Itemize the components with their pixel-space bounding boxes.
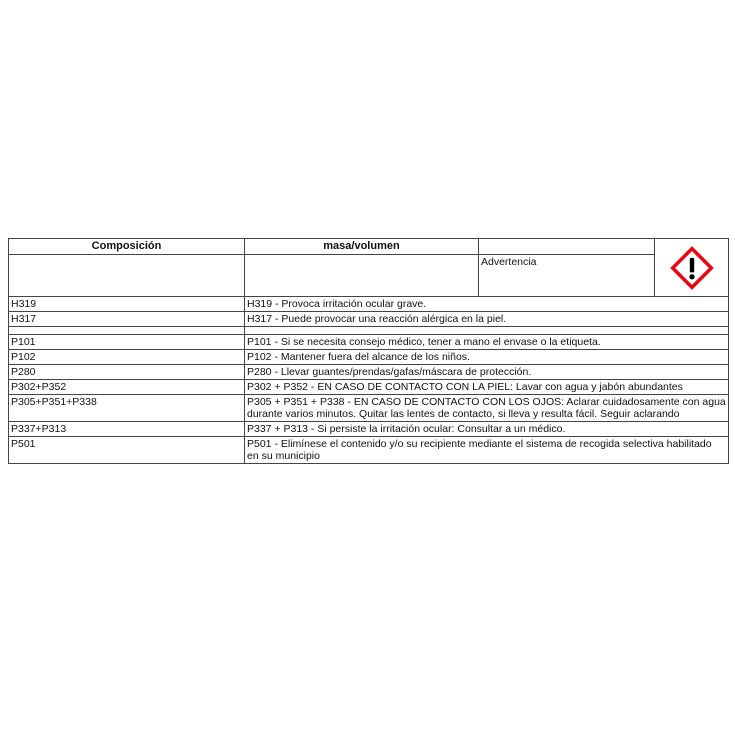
composition-header: Composición: [9, 239, 245, 255]
precaution-statement: P302 + P352 - EN CASO DE CONTACTO CON LA PIEL: Lavar con agua y jabón abundantes: [245, 380, 729, 395]
hazard-code: H317: [9, 312, 245, 327]
composition-value-cell: [9, 255, 245, 297]
precaution-statement: P337 + P313 - Si persiste la irritación ocular: Consultar a un médico.: [245, 422, 729, 437]
precaution-code: P305+P351+P338: [9, 395, 245, 422]
precaution-statement: P305 + P351 + P338 - EN CASO DE CONTACTO CON LOS OJOS: Aclarar cuidadosamente con agua durante varios minutos. Quitar las lentes de contacto, si lleva y resulta fácil. Seguir aclarando: [245, 395, 729, 422]
spacer-row: [9, 327, 729, 335]
precaution-code: P102: [9, 350, 245, 365]
precaution-row: [9, 437, 729, 464]
precaution-row: [9, 335, 729, 350]
empty-header-cell: [479, 239, 655, 255]
precaution-row: [9, 395, 729, 422]
precaution-row: [9, 365, 729, 380]
hazard-statement: H317 - Puede provocar una reacción alérgica en la piel.: [245, 312, 729, 327]
mass-volume-header: masa/volumen: [245, 239, 479, 255]
precaution-statement: P101 - Si se necesita consejo médico, tener a mano el envase o la etiqueta.: [245, 335, 729, 350]
hazard-row: [9, 297, 729, 312]
precaution-row: [9, 422, 729, 437]
precaution-row: [9, 380, 729, 395]
precaution-code: P337+P313: [9, 422, 245, 437]
pictogram-cell: [655, 239, 729, 297]
hazard-statement: H319 - Provoca irritación ocular grave.: [245, 297, 729, 312]
hazard-code: H319: [9, 297, 245, 312]
precaution-code: P101: [9, 335, 245, 350]
precaution-code: P501: [9, 437, 245, 464]
precaution-statement: P280 - Llevar guantes/prendas/gafas/máscara de protección.: [245, 365, 729, 380]
precaution-statement: P501 - Elimínese el contenido y/o su recipiente mediante el sistema de recogida selectiva habilitado en su municipio: [245, 437, 729, 464]
spacer-cell: [9, 327, 245, 335]
safety-label-table: [8, 238, 729, 464]
ghs07-exclamation-mark-icon: [670, 246, 714, 290]
precaution-code: P302+P352: [9, 380, 245, 395]
precaution-statement: P102 - Mantener fuera del alcance de los niños.: [245, 350, 729, 365]
precaution-row: [9, 350, 729, 365]
precaution-code: P280: [9, 365, 245, 380]
spacer-cell: [245, 327, 729, 335]
mass-volume-value-cell: [245, 255, 479, 297]
signal-word: Advertencia: [479, 255, 655, 297]
hazard-row: [9, 312, 729, 327]
